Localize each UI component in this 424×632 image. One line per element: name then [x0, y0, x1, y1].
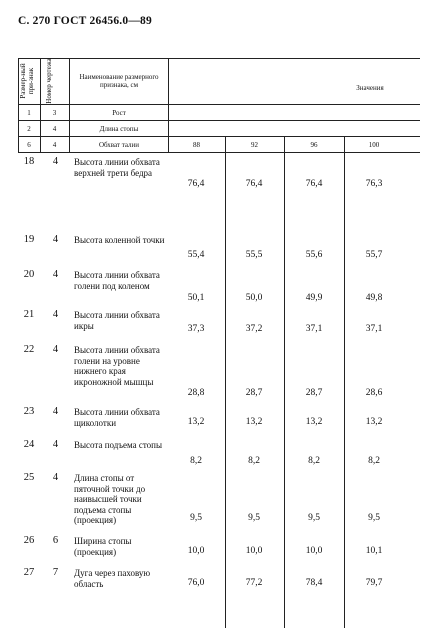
measurement-value: 10,1 [365, 546, 383, 556]
measurement-value: 8,2 [190, 456, 202, 466]
feature-name: Длина стопы от пяточной точки до наивысшей точки подъема стопы (проекция) [74, 473, 146, 525]
drawing-number: 4 [52, 344, 59, 355]
ref-row-number: 1 [27, 109, 31, 117]
measurement-value: 76,0 [187, 578, 205, 588]
measurement-value: 78,4 [305, 578, 323, 588]
waist-value: 100 [368, 141, 380, 149]
ref-row-drawing: 4 [52, 125, 57, 133]
feature-name: Дуга через паховую область [74, 568, 151, 589]
measurement-value: 10,0 [187, 546, 205, 556]
row-rule [18, 136, 420, 137]
feature-name: Высота линии обхвата голени под коленом [74, 270, 160, 291]
feature-name: Высота коленной точки [74, 235, 165, 245]
measurement-value: 9,5 [368, 513, 380, 523]
row-rule [18, 120, 420, 121]
ref-row-name: Обхват талии [98, 141, 140, 149]
measurement-value: 8,2 [368, 456, 380, 466]
feature-name: Ширина стопы (проекция) [74, 536, 132, 557]
feature-number: 25 [23, 472, 35, 483]
measurement-value: 79,7 [365, 578, 383, 588]
drawing-number: 4 [52, 439, 59, 450]
drawing-number: 6 [52, 535, 59, 546]
drawing-number: 4 [52, 234, 59, 245]
feature-number: 24 [23, 439, 35, 450]
drawing-number: 4 [52, 269, 59, 280]
feature-name: Высота линии обхвата икры [74, 310, 160, 331]
feature-name: Высота линии обхвата голени на уровне нижнего края икроножной мышцы [74, 345, 160, 387]
feature-number: 19 [23, 234, 35, 245]
measurement-value: 55,6 [305, 250, 323, 260]
measurement-value: 49,8 [365, 293, 383, 303]
col-header-values: Значения [356, 84, 384, 92]
ref-row-drawing: 3 [52, 109, 57, 117]
feature-number: 20 [23, 269, 35, 280]
col-rule [40, 58, 41, 152]
measurement-value: 13,2 [245, 417, 263, 427]
feature-number: 23 [23, 406, 35, 417]
ref-row-number: 2 [27, 125, 31, 133]
col-rule [284, 136, 285, 628]
col-rule [69, 58, 70, 152]
measurement-value: 55,5 [245, 250, 263, 260]
page-header: С. 270 ГОСТ 26456.0—89 [18, 15, 152, 27]
feature-name: Высота подъема стопы [74, 440, 163, 450]
measurement-value: 28,7 [245, 388, 263, 398]
measurement-value: 8,2 [248, 456, 260, 466]
table-top-rule [18, 58, 420, 59]
feature-name: Высота линии обхвата щиколотки [74, 407, 160, 428]
col-header-feature: Размер-ный при-знак [19, 63, 35, 99]
row-rule [18, 152, 420, 153]
waist-value: 92 [251, 141, 258, 149]
measurement-value: 37,2 [245, 324, 263, 334]
measurement-value: 10,0 [245, 546, 263, 556]
feature-number: 27 [23, 567, 35, 578]
measurements-table [18, 36, 420, 628]
measurement-value: 55,4 [187, 250, 205, 260]
measurement-value: 10,0 [305, 546, 323, 556]
measurement-value: 50,0 [245, 293, 263, 303]
measurement-value: 13,2 [305, 417, 323, 427]
measurement-value: 76,4 [245, 179, 263, 189]
measurement-value: 76,4 [305, 179, 323, 189]
measurement-value: 13,2 [187, 417, 205, 427]
measurement-value: 37,1 [365, 324, 383, 334]
drawing-number: 4 [52, 156, 59, 167]
drawing-number: 4 [52, 472, 59, 483]
drawing-number: 4 [52, 309, 59, 320]
measurement-value: 50,1 [187, 293, 205, 303]
measurement-value: 37,3 [187, 324, 205, 334]
drawing-number: 7 [52, 567, 59, 578]
ref-row-name: Длина стопы [99, 125, 139, 133]
measurement-value: 77,2 [245, 578, 263, 588]
measurement-value: 9,5 [308, 513, 320, 523]
feature-number: 26 [23, 535, 35, 546]
measurement-value: 76,4 [187, 179, 205, 189]
measurement-value: 37,1 [305, 324, 323, 334]
measurement-value: 49,9 [305, 293, 323, 303]
waist-value: 96 [310, 141, 318, 149]
measurement-value: 8,2 [308, 456, 320, 466]
col-rule [168, 58, 169, 152]
feature-name: Высота линии обхвата верхней трети бедра [74, 157, 160, 178]
ref-row-name: Рост [112, 109, 126, 117]
measurement-value: 13,2 [365, 417, 383, 427]
ref-row-drawing: 4 [52, 141, 57, 149]
header-bottom-rule [18, 104, 420, 105]
waist-value: 88 [193, 141, 200, 149]
measurement-value: 9,5 [248, 513, 260, 523]
measurement-value: 55,7 [365, 250, 383, 260]
feature-number: 18 [23, 156, 35, 167]
measurement-value: 76,3 [365, 179, 383, 189]
col-header-name: Наименование размерного признака, см [79, 73, 159, 89]
ref-row-number: 6 [27, 141, 31, 149]
measurement-value: 9,5 [190, 513, 202, 523]
feature-number: 21 [23, 309, 35, 320]
drawing-number: 4 [52, 406, 59, 417]
col-rule [344, 136, 345, 628]
measurement-value: 28,6 [365, 388, 383, 398]
measurement-value: 28,7 [305, 388, 323, 398]
measurement-value: 28,8 [187, 388, 205, 398]
feature-number: 22 [23, 344, 35, 355]
col-header-drawing: Номер чертежа [45, 58, 53, 104]
